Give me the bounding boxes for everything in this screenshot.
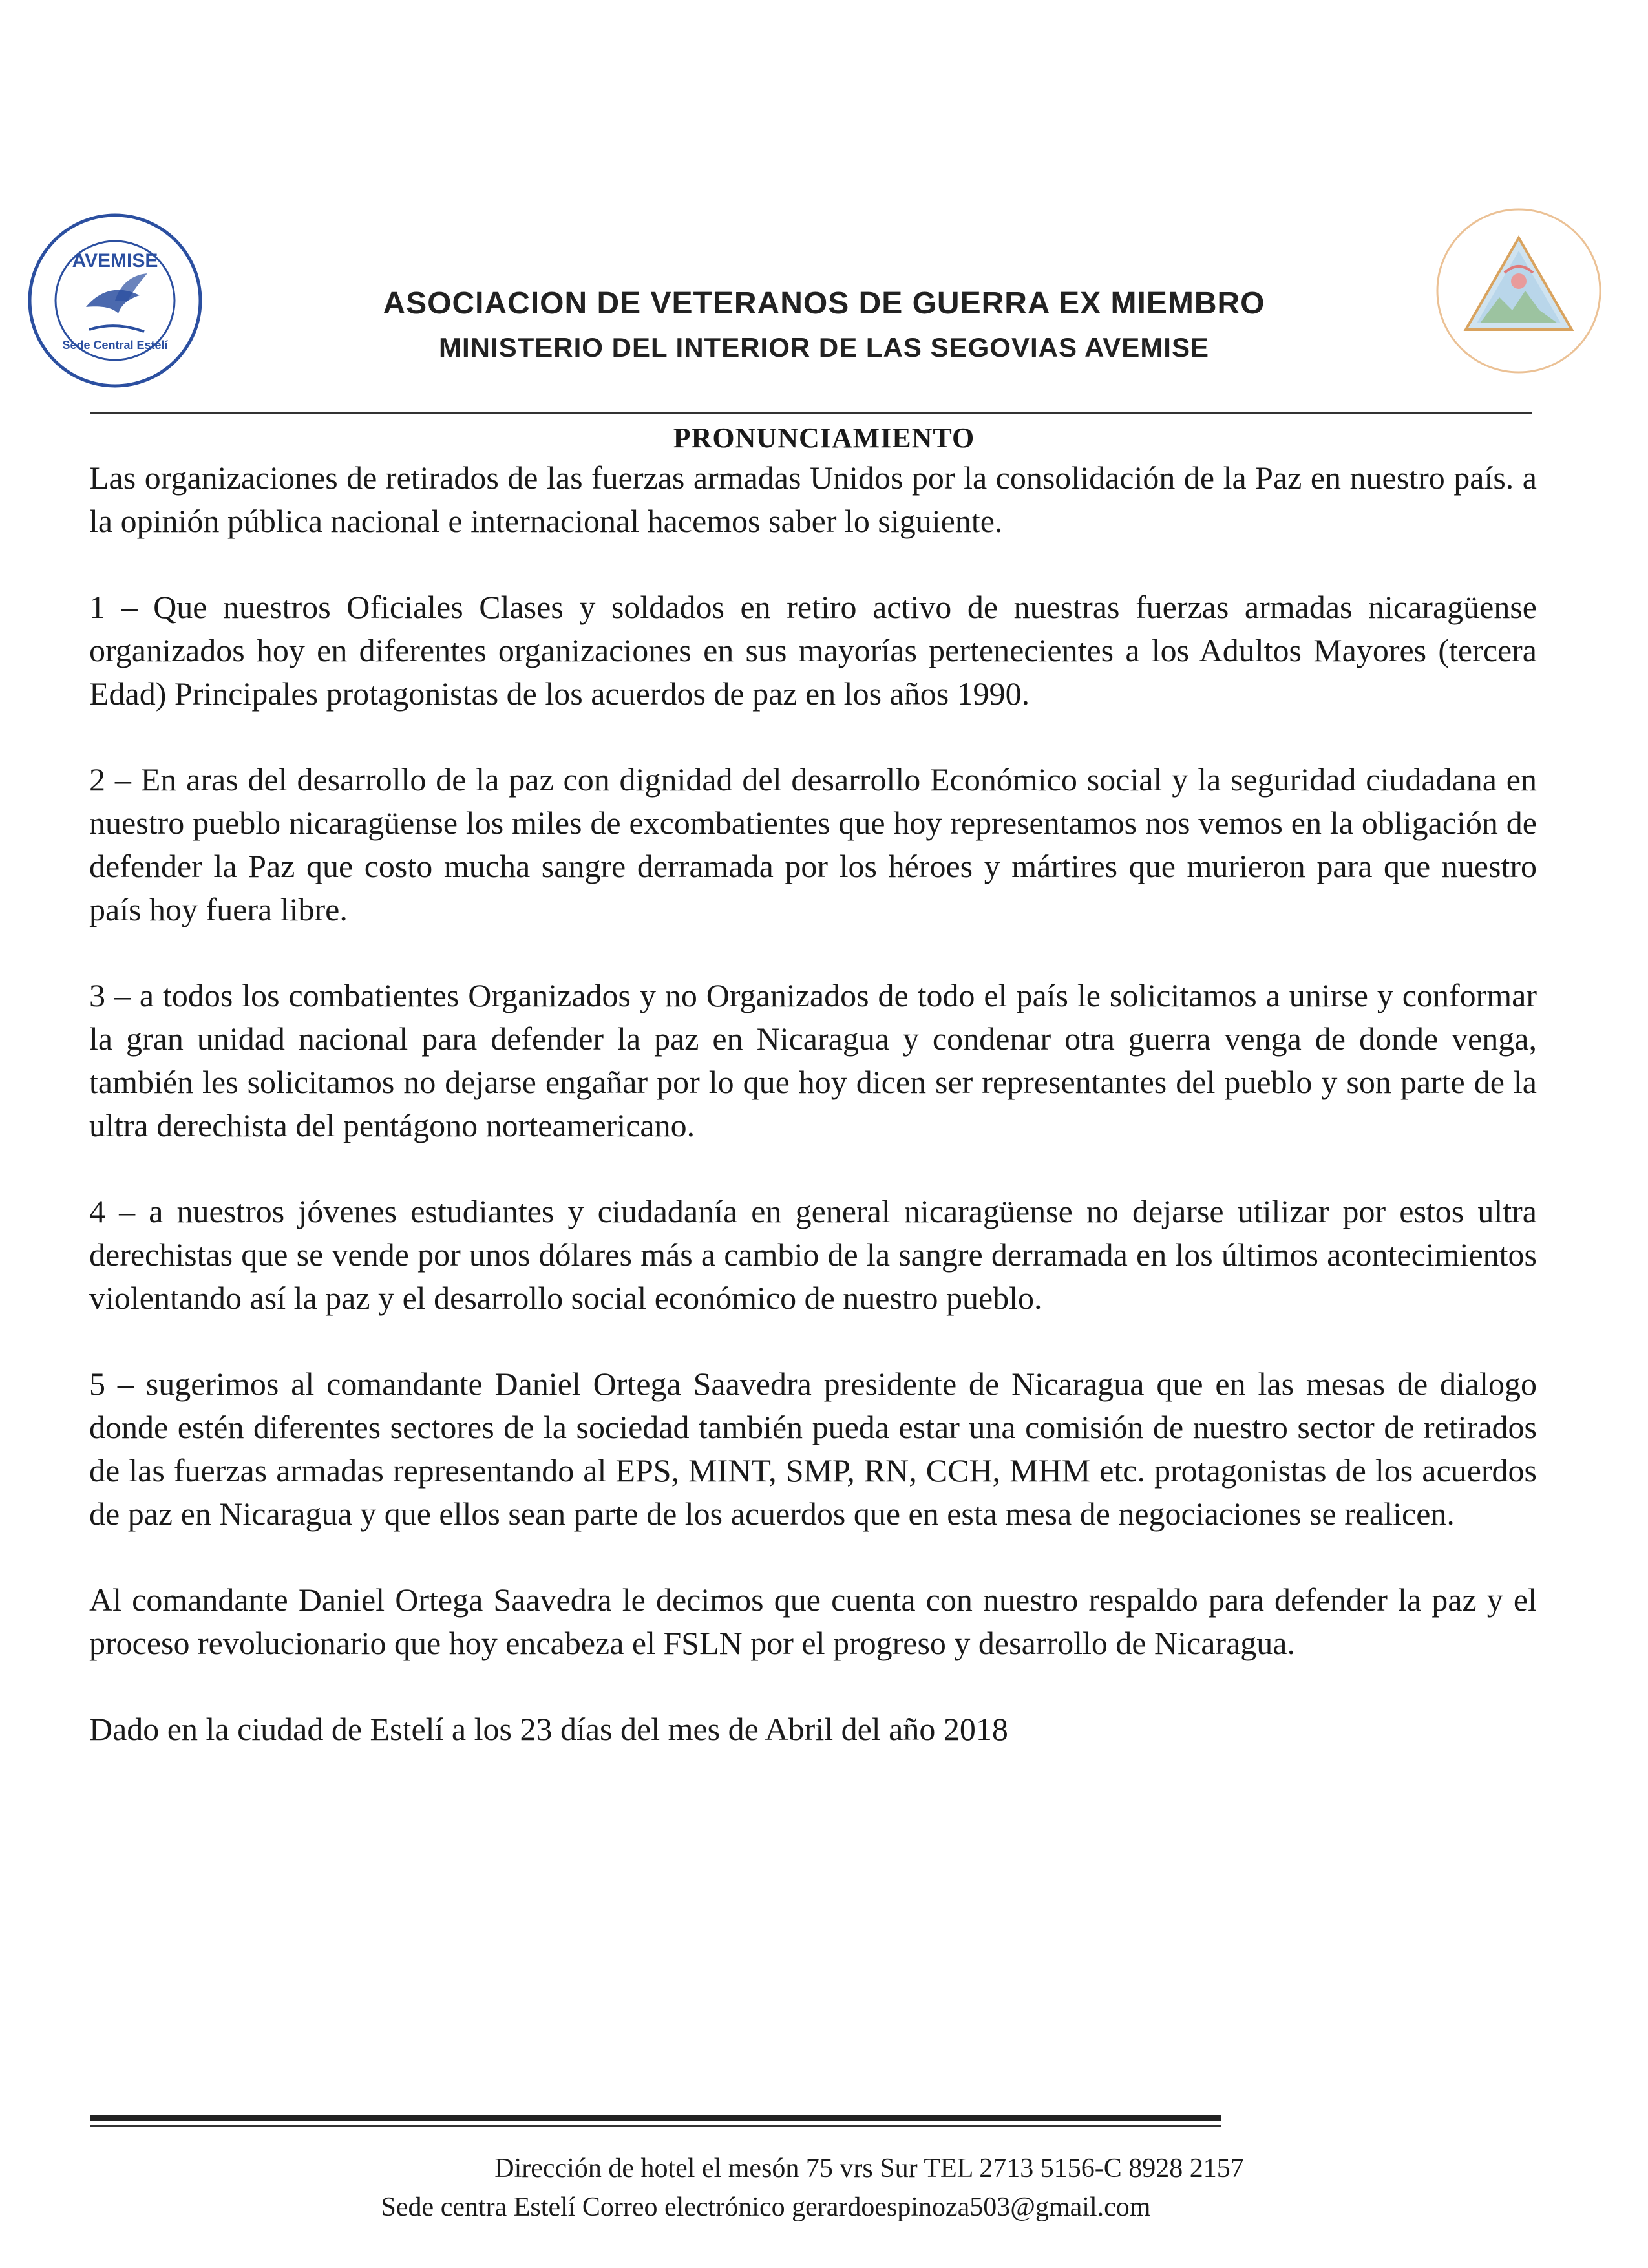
point-4-paragraph: 4 – a nuestros jóvenes estudiantes y ciudadanía en general nicaragüense no dejarse utilizar por estos ultra derechistas que se vende por unos dólares más a cambio de la sangre derramada en los últimos acontecimientos violentando así la paz y el desarrollo social económico de nuestro pueblo.: [89, 1193, 1537, 1316]
date-line: Dado en la ciudad de Estelí a los 23 días del mes de Abril del año 2018: [89, 1711, 1008, 1747]
point-2-paragraph: 2 – En aras del desarrollo de la paz con dignidad del desarrollo Económico social y la seguridad ciudadana en nuestro pueblo nicaragüense los miles de excombatientes que hoy representamos nos vemos en la obligación de defender la Paz que costo mucha sangre derramada por los héroes y mártires que murieron para que nuestro país hoy fuera libre.: [89, 761, 1537, 927]
organization-name-line2: MINISTERIO DEL INTERIOR DE LAS SEGOVIAS AVEMISE: [438, 332, 1210, 363]
nicaragua-coat-of-arms-seal: [1428, 200, 1609, 381]
avemise-seal-logo: [25, 210, 206, 391]
document-body: [89, 456, 1537, 1751]
point-5-paragraph: 5 – sugerimos al comandante Daniel Ortega Saavedra presidente de Nicaragua que en las mesas de dialogo donde estén diferentes sectores de la sociedad también pueda estar una comisión de nuestro sector de retirados de las fuerzas armadas representando al EPS, MINT, SMP, RN, CCH, MHM etc. protagonistas de los acuerdos de paz en Nicaragua y que ellos sean parte de los acuerdos que en esta mesa de negociaciones se realicen.: [89, 1366, 1537, 1532]
svg-text:Sede Central Estelí: Sede Central Estelí: [62, 339, 168, 352]
footer-divider-thin: [90, 2125, 1221, 2127]
footer-divider-thick: [90, 2115, 1221, 2121]
organization-header: [194, 284, 1454, 367]
intro-paragraph: Las organizaciones de retirados de las fuerzas armadas Unidos por la consolidación de la Paz en nuestro país. a la opinión pública nacional e internacional hacemos saber lo siguiente.: [89, 460, 1537, 539]
svg-text:AVEMISE: AVEMISE: [72, 250, 158, 271]
document-title: PRONUNCIAMIENTO: [673, 422, 975, 454]
point-1-paragraph: 1 – Que nuestros Oficiales Clases y soldados en retiro activo de nuestras fuerzas armadas nicaragüense organizados hoy en diferentes organizaciones en sus mayorías pertenecientes a los Adultos Mayores (tercera Edad) Principales protagonistas de los acuerdos de paz en los años 1990.: [89, 589, 1537, 712]
footer-email: Sede centra Estelí Correo electrónico gerardoespinoza503@gmail.com: [381, 2192, 1151, 2222]
header-divider: [90, 412, 1532, 414]
support-paragraph: Al comandante Daniel Ortega Saavedra le decimos que cuenta con nuestro respaldo para defender la paz y el proceso revolucionario que hoy encabeza el FSLN por el progreso y desarrollo de Nicaragua.: [89, 1582, 1537, 1661]
footer-contact: [0, 2149, 1648, 2227]
footer-address: Dirección de hotel el mesón 75 vrs Sur TEL 2713 5156-C 8928 2157: [494, 2154, 1244, 2183]
organization-name-line1: ASOCIACION DE VETERANOS DE GUERRA EX MIEMBRO: [383, 286, 1265, 321]
point-3-paragraph: 3 – a todos los combatientes Organizados y no Organizados de todo el país le solicitamos a unirse y conformar la gran unidad nacional para defender la paz en Nicaragua y condenar otra guerra venga de donde venga, también les solicitamos no dejarse engañar por lo que hoy dicen ser representantes del pueblo y son parte de la ultra derechista del pentágono norteamericano.: [89, 977, 1537, 1143]
